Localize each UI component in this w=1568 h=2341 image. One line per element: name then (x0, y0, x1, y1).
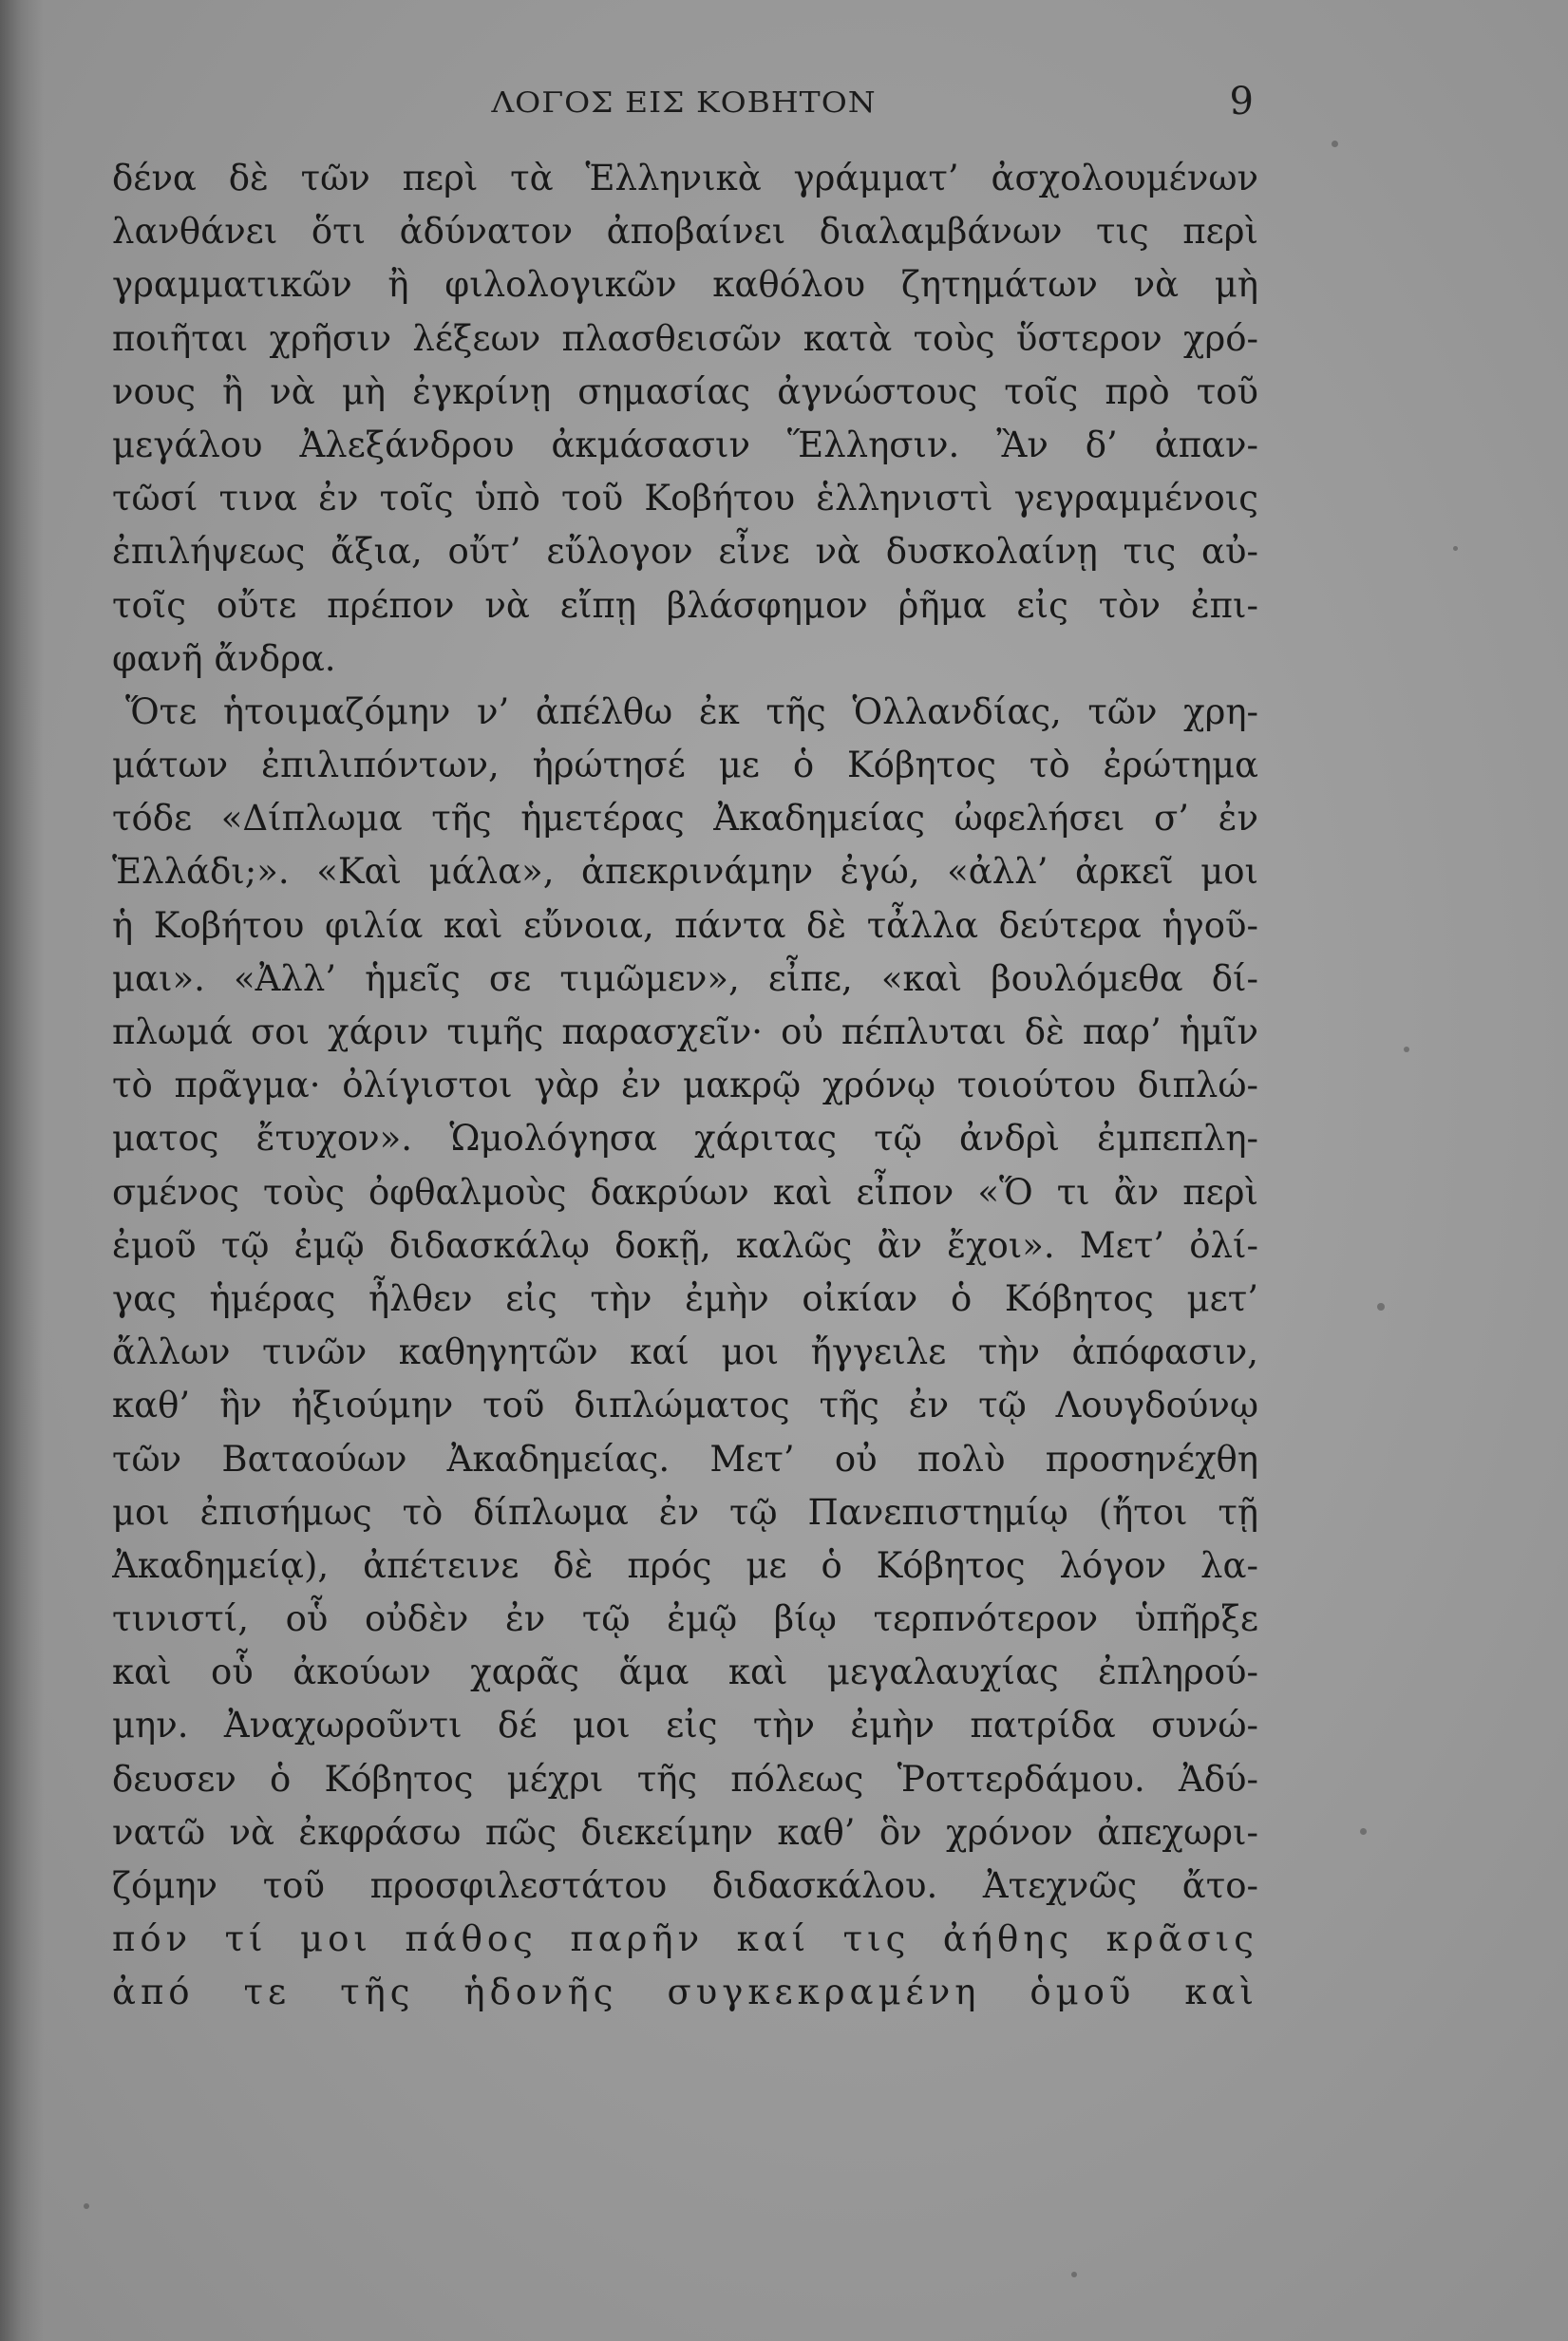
spaced-text-line: πόν τί μοι πάθος παρῆν καί τις ἀήθης κρᾶσις (112, 1918, 1258, 1960)
text-line: δένα δὲ τῶν περὶ τὰ Ἑλληνικὰ γράμματ’ ἀσχολουμένων (112, 158, 1258, 198)
text-line: τὸ πρᾶγμα· ὀλίγιστοι γὰρ ἐν μακρῷ χρόνῳ τοιούτου διπλώ- (112, 1065, 1258, 1106)
text-line: τόδε «Δίπλωμα τῆς ἡμετέρας Ἀκαδημείας ὠφελήσει σ’ ἐν (112, 798, 1258, 840)
text-line: μεγάλου Ἀλεξάνδρου ἀκμάσασιν Ἕλλησιν. Ἂν δ’ ἀπαν- (112, 424, 1258, 465)
text-line: γας ἡμέρας ἦλθεν εἰς τὴν ἐμὴν οἰκίαν ὁ Κόβητος μετ’ (112, 1277, 1258, 1319)
text-line: τῶν Βαταούων Ἀκαδημείας. Μετ’ οὐ πολὺ προσηνέχθη (112, 1438, 1258, 1480)
paragraph-end-line: φανῆ ἄνδρα. (112, 637, 336, 679)
page-header (114, 80, 1254, 127)
text-line: πλωμά σοι χάριν τιμῆς παρασχεῖν· οὐ πέπλυται δὲ παρ’ ἡμῖν (112, 1011, 1258, 1052)
text-line: ματος ἔτυχον». Ὡμολόγησα χάριτας τῷ ἀνδρὶ ἐμπεπλη- (112, 1118, 1258, 1160)
text-line: ἐμοῦ τῷ ἐμῷ διδασκάλῳ δοκῇ, καλῶς ἂν ἔχοι». Μετ’ ὀλί- (112, 1224, 1258, 1266)
paper-speck (1071, 2272, 1077, 2277)
paper-speck (1453, 546, 1458, 551)
text-line: σμένος τοὺς ὀφθαλμοὺς δακρύων καὶ εἶπον «Ὅ τι ἂν περὶ (112, 1171, 1258, 1213)
text-line: γραμματικῶν ἢ φιλολογικῶν καθόλου ζητημάτων νὰ μὴ (112, 264, 1258, 306)
page-number: 9 (1229, 80, 1254, 123)
text-line: μοι ἐπισήμως τὸ δίπλωμα ἐν τῷ Πανεπιστημίῳ (ἤτοι τῇ (112, 1491, 1258, 1533)
text-line: δευσεν ὁ Κόβητος μέχρι τῆς πόλεως Ῥοττερδάμου. Ἀδύ- (112, 1758, 1258, 1800)
text-line: λανθάνει ὅτι ἀδύνατον ἀποβαίνει διαλαμβάνων τις περὶ (112, 211, 1258, 253)
text-line: ἐπιλήψεως ἄξια, οὔτ’ εὔλογον εἶνε νὰ δυσκολαίνῃ τις αὐ- (112, 531, 1258, 573)
text-line: μάτων ἐπιλιπόντων, ἠρώτησέ με ὁ Κόβητος τὸ ἐρώτημα (112, 745, 1258, 786)
paper-speck (84, 2203, 89, 2209)
text-line: τοῖς οὔτε πρέπον νὰ εἴπῃ βλάσφημον ῥῆμα εἰς τὸν ἐπι- (112, 584, 1258, 626)
spaced-text-line: ἀπό τε τῆς ἡδονῆς συγκεκραμένη ὁμοῦ καὶ (112, 1972, 1258, 2013)
text-line: καθ’ ἣν ἠξιούμην τοῦ διπλώματος τῆς ἐν τῷ Λουγδούνῳ (112, 1385, 1258, 1426)
text-line: ποιῆται χρῆσιν λέξεων πλασθεισῶν κατὰ τοὺς ὕστερον χρό- (112, 317, 1258, 359)
text-line: μην. Ἀναχωροῦντι δέ μοι εἰς τὴν ἐμὴν πατρίδα συνώ- (112, 1705, 1258, 1746)
text-line: νους ἢ νὰ μὴ ἐγκρίνῃ σημασίας ἀγνώστους τοῖς πρὸ τοῦ (112, 370, 1258, 412)
paper-speck (1404, 1047, 1409, 1052)
body-text (112, 152, 1258, 2020)
text-line: τῶσί τινα ἐν τοῖς ὑπὸ τοῦ Κοβήτου ἑλληνιστὶ γεγραμμένοις (112, 478, 1258, 519)
text-line: καὶ οὗ ἀκούων χαρᾶς ἅμα καὶ μεγαλαυχίας ἐπληρού- (112, 1652, 1258, 1693)
text-line: τινιστί, οὗ οὐδὲν ἐν τῷ ἐμῷ βίῳ τερπνότερον ὑπῆρξε (112, 1598, 1258, 1640)
paper-speck (1332, 141, 1338, 147)
paragraph-start-line: Ὅτε ἡτοιμαζόμην ν’ ἀπέλθω ἐκ τῆς Ὁλλανδίας, τῶν χρη- (125, 690, 1258, 732)
text-line: μαι». «Ἀλλ’ ἡμεῖς σε τιμῶμεν», εἶπε, «καὶ βουλόμεθα δί- (112, 957, 1258, 999)
text-line: νατῶ νὰ ἐκφράσω πῶς διεκείμην καθ’ ὃν χρόνον ἀπεχωρι- (112, 1811, 1258, 1853)
text-line: ζόμην τοῦ προσφιλεστάτου διδασκάλου. Ἀτεχνῶς ἄτο- (112, 1865, 1258, 1906)
text-line: Ἑλλάδι;». «Καὶ μάλα», ἀπεκρινάμην ἐγώ, «ἀλλ’ ἀρκεῖ μοι (112, 851, 1258, 893)
text-line: ἄλλων τινῶν καθηγητῶν καί μοι ἤγγειλε τὴν ἀπόφασιν, (112, 1331, 1258, 1373)
page-gutter-shadow (0, 0, 44, 2341)
paper-speck (1377, 1303, 1385, 1311)
running-head: ΛΟΓΟΣ ΕΙΣ ΚΟΒΗΤΟΝ (491, 85, 877, 120)
paper-speck (1360, 1828, 1367, 1835)
text-line: ἡ Κοβήτου φιλία καὶ εὔνοια, πάντα δὲ τἆλλα δεύτερα ἡγοῦ- (112, 904, 1258, 946)
text-line: Ἀκαδημείᾳ), ἀπέτεινε δὲ πρός με ὁ Κόβητος λόγον λα- (112, 1544, 1258, 1586)
